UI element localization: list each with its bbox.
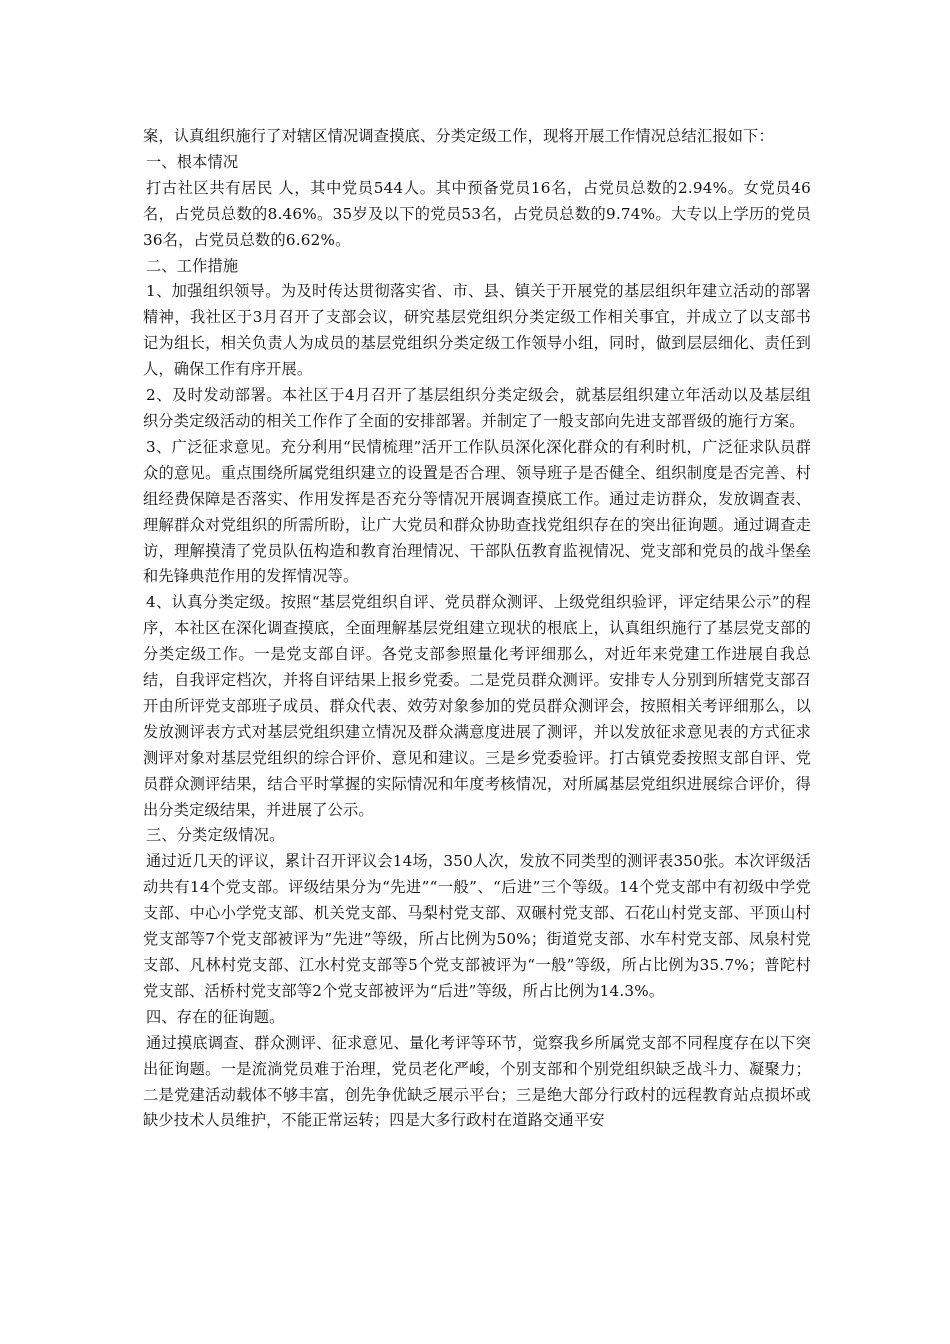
- body-paragraph-membership: 打古社区共有居民 人，其中党员544人。其中预备党员16名，占党员总数的2.94%。女党员46名，占党员总数的8.46%。35岁及以下的党员53名，占党员总数的9.74%。大专以上学历的党员36名，占党员总数的6.62%。: [143, 178, 811, 249]
- section-heading-work-measures: 二、工作措施: [146, 256, 239, 275]
- body-paragraph-intro: 案，认真组织施行了对辖区情况调查摸底、分类定级工作，现将开展工作情况总结汇报如下：: [143, 127, 774, 145]
- body-paragraph-opinions: 3、广泛征求意见。充分利用“民情梳理”活开工作队员深化深化群众的有利时机，广泛征求队员群众的意见。重点围绕所属党组织建立的设置是否合理、领导班子是否健全、组织制度是否完善、村组经费保障是否落实、作用发挥是否充分等情况开展调查摸底工作。通过走访群众，发放调查表、理解群众对党组织的所需所盼，让广大党员和群众协助查找党组织存在的突出征询题。通过调查走访，理解摸清了党员队伍构造和教育治理情况、干部队伍教育监视情况、党支部和党员的战斗堡垒和先锋典范作用的发挥情况等。: [143, 437, 811, 586]
- section-heading-grading-results: 三、分类定级情况。: [146, 826, 285, 845]
- body-paragraph-deployment: 2、及时发动部署。本社区于4月召开了基层组织分类定级会，就基层组织建立年活动以及基层组织分类定级活动的相关工作作了全面的安排部署。并制定了一般支部向先进支部晋级的施行方案。: [143, 386, 811, 430]
- document-page: [143, 124, 811, 1134]
- body-paragraph-leadership: 1、加强组织领导。为及时传达贯彻落实省、市、县、镇关于开展党的基层组织年建立活动的部署精神，我社区于3月召开了支部会议，研究基层党组织分类定级工作相关事宜，并成立了以支部书记为组长，相关负责人为成员的基层党组织分类定级工作领导小组，同时，做到层层细化、责任到人，确保工作有序开展。: [143, 282, 811, 379]
- section-heading-problems: 四、存在的征询题。: [146, 1007, 285, 1026]
- body-paragraph-grading-results: 通过近几天的评议，累计召开评议会14场，350人次，发放不同类型的测评表350张。本次评级活动共有14个党支部。评级结果分为“先进”“一般”、“后进”三个等级。14个党支部中有初级中学党支部、中心小学党支部、机关党支部、马梨村党支部、双碾村党支部、石花山村党支部、平顶山村党支部等7个党支部被评为”先进”等级，所占比例为50%；街道党支部、水车村党支部、凤泉村党支部、凡林村党支部、江水村党支部等5个党支部被评为“一般”等级，所占比例为35.7%；普陀村党支部、活桥村党支部等2个党支部被评为“后进”等级，所占比例为14.3%。: [143, 852, 811, 1000]
- body-paragraph-problems: 通过摸底调查、群众测评、征求意见、量化考评等环节，觉察我乡所属党支部不同程度存在以下突出征询题。一是流淌党员难于治理，党员老化严峻，个别支部和个别党组织缺乏战斗力、凝聚力；二是党建活动载体不够丰富，创先争优缺乏展示平台；三是绝大部分行政村的远程教育站点损坏或缺少技术人员维护，不能正常运转；四是大多行政村在道路交通平安: [143, 1033, 811, 1130]
- section-heading-basic-situation: 一、根本情况: [146, 152, 239, 171]
- body-paragraph-classification: 4、认真分类定级。按照“基层党组织自评、党员群众测评、上级党组织验评，评定结果公示”的程序，本社区在深化调查摸底，全面理解基层党组建立现状的根底上，认真组织施行了基层党支部的分类定级工作。一是党支部自评。各党支部参照量化考评细那么，对近年来党建工作进展自我总结，自我评定档次，并将自评结果上报乡党委。二是党员群众测评。安排专人分别到所辖党支部召开由所评党支部班子成员、群众代表、效劳对象参加的党员群众测评会，按照相关考评细那么，以发放测评表方式对基层党组织建立情况及群众满意度进展了测评，并以发放征求意见表的方式征求测评对象对基层党组织的综合评价、意见和建议。三是乡党委验评。打古镇党委按照支部自评、党员群众测评结果，结合平时掌握的实际情况和年度考核情况，对所属基层党组织进展综合评价，得出分类定级结果，并进展了公示。: [143, 593, 811, 819]
